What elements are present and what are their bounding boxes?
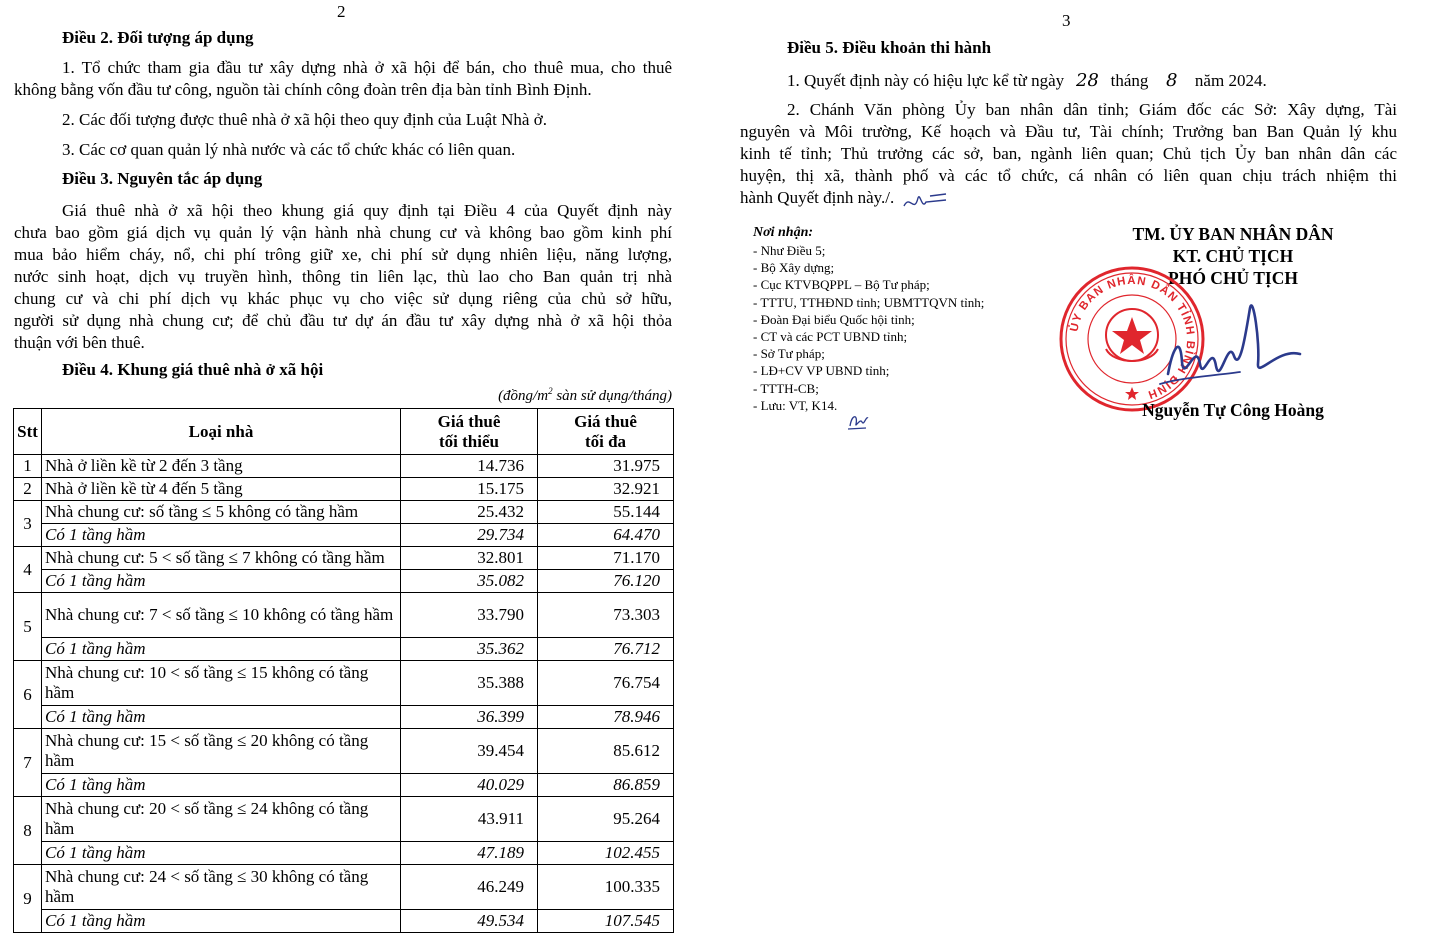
cell-max: 55.144 [538,501,674,524]
table-row [14,524,674,547]
cell-min: 35.082 [401,570,538,593]
page-number-right: 3 [1062,11,1071,30]
table-row [14,774,674,797]
cell-min: 46.249 [401,865,538,910]
article3-line: chung cư và chi phí dịch vụ khác phục vụ cho việc sử dụng riêng của chủ sở hữu, [14,289,672,308]
article3-line: Giá thuê nhà ở xã hội theo khung giá quy định tại Điều 4 của Quyết định này [62,201,672,220]
cell-min: 40.029 [401,774,538,797]
cell-stt: 5 [14,593,42,661]
article4-title: Điều 4. Khung giá thuê nhà ở xã hội [62,360,324,379]
table-row [14,638,674,661]
article2-p2: 2. Các đối tượng được thuê nhà ở xã hội theo quy định của Luật Nhà ở. [62,110,547,129]
cell-type: Nhà chung cư: 20 < số tầng ≤ 24 không có tầng hầm [42,797,401,842]
cell-min: 35.388 [401,661,538,706]
table-row [14,661,674,706]
cell-max: 78.946 [538,706,674,729]
header-stt: Stt [14,409,42,455]
article3-title: Điều 3. Nguyên tắc áp dụng [62,169,263,188]
table-row [14,501,674,524]
recipient-item: - Lưu: VT, K14. [753,397,838,413]
article3-line: chưa bao gồm giá dịch vụ quản lý vận hành nhà chung cư và không bao gồm kinh phí [14,223,672,242]
recipient-item: - TTTU, TTHĐND tỉnh; UBMTTQVN tỉnh; [753,294,985,310]
cell-max: 64.470 [538,524,674,547]
cell-min: 15.175 [401,478,538,501]
table-row [14,455,674,478]
cell-max: 73.303 [538,593,674,638]
table-row [14,729,674,774]
recipient-item: - CT và các PCT UBND tỉnh; [753,329,908,345]
cell-min: 47.189 [401,842,538,865]
cell-max: 71.170 [538,547,674,570]
cell-type: Có 1 tầng hầm [42,570,401,593]
recipient-item: - Bộ Xây dựng; [753,260,835,276]
cell-type: Nhà ở liền kề từ 4 đến 5 tầng [42,478,401,501]
table-row [14,706,674,729]
cell-min: 35.362 [401,638,538,661]
header-max: Giá thuê tối đa [538,409,674,455]
cell-max: 31.975 [538,455,674,478]
recipient-item: - Như Điều 5; [753,243,826,258]
article5-p2-line: 2. Chánh Văn phòng Ủy ban nhân dân tỉnh; Giám đốc các Sở: Xây dựng, Tài [787,100,1397,119]
article2-title: Điều 2. Đối tượng áp dụng [62,28,254,47]
recipient-item: - TTTH-CB; [753,380,819,396]
page-number-left: 2 [337,2,346,21]
rent-price-table [13,408,674,933]
cell-type: Nhà chung cư: số tầng ≤ 5 không có tầng hầm [42,501,401,524]
cell-stt: 3 [14,501,42,547]
cell-max: 100.335 [538,865,674,910]
cell-max: 86.859 [538,774,674,797]
cell-type: Có 1 tầng hầm [42,910,401,933]
article5-p1 [787,70,1267,92]
clerk-initials-icon [846,410,872,432]
cell-max: 32.921 [538,478,674,501]
cell-min: 43.911 [401,797,538,842]
article3-line: người sử dụng nhà chung cư; để chủ đầu tư dự án đầu tư xây dựng nhà ở xã hội thỏa [14,311,672,330]
cell-stt: 8 [14,797,42,865]
cell-type: Có 1 tầng hầm [42,638,401,661]
cell-min: 25.432 [401,501,538,524]
article2-p1-line1: 1. Tổ chức tham gia đầu tư xây dựng nhà ở xã hội để bán, cho thuê mua, cho thuê [62,58,672,77]
article5-p1-text: 1. Quyết định này có hiệu lực kể từ ngày [787,71,1065,90]
handwritten-day: 28 [1075,70,1099,91]
recipient-item: - Cục KTVBQPPL – Bộ Tư pháp; [753,277,930,293]
sig-line3: PHÓ CHỦ TỊCH [1168,268,1298,288]
cell-stt: 2 [14,478,42,501]
cell-type: Nhà ở liền kề từ 2 đến 3 tầng [42,455,401,478]
article3-last-line: thuận với bên thuê. [14,333,145,352]
table-row [14,547,674,570]
cell-min: 36.399 [401,706,538,729]
table-row [14,478,674,501]
cell-min: 39.454 [401,729,538,774]
cell-type: Có 1 tầng hầm [42,706,401,729]
article5-p2-line: nguyên và Môi trường, Kế hoạch và Đầu tư, Tài chính; Trưởng ban Ban Quản lý khu [740,122,1397,141]
cell-stt: 1 [14,455,42,478]
cell-stt: 7 [14,729,42,797]
cell-type: Nhà chung cư: 5 < số tầng ≤ 7 không có tầng hầm [42,547,401,570]
recipients-title: Nơi nhận: [753,225,814,240]
article3-line: nước sinh hoạt, dịch vụ truyền hình, thông tin liên lạc, thù lao cho Ban quản trị nhà [14,267,672,286]
handwritten-signature-icon [1150,292,1310,402]
handwritten-month: 8 [1165,70,1178,91]
header-type: Loại nhà [42,409,401,455]
recipients-block [753,224,1053,414]
cell-max: 85.612 [538,729,674,774]
table-row [14,910,674,933]
table-row [14,593,674,638]
table-row [14,570,674,593]
cell-min: 14.736 [401,455,538,478]
article5-p1-month-label: tháng [1110,71,1149,90]
cell-type: Nhà chung cư: 7 < số tầng ≤ 10 không có tầng hầm [42,593,401,638]
cell-stt: 9 [14,865,42,933]
cell-type: Có 1 tầng hầm [42,842,401,865]
unit-note [470,381,672,406]
sig-line1: TM. ỦY BAN NHÂN DÂN [1132,224,1334,244]
cell-max: 76.754 [538,661,674,706]
table-row [14,865,674,910]
sig-line2: KT. CHỦ TỊCH [1172,246,1294,266]
header-min: Giá thuê tối thiểu [401,409,538,455]
unit-prefix: (đồng/m [498,388,549,404]
table-row [14,797,674,842]
initials-mark-icon [900,188,950,216]
cell-max: 76.712 [538,638,674,661]
table-row [14,842,674,865]
svg-text:ỦY BAN NHÂN DÂN TỈNH BÌNH ĐỊNH: ỦY BAN NHÂN DÂN TỈNH BÌNH ĐỊNH [1068,274,1197,401]
cell-type: Nhà chung cư: 10 < số tầng ≤ 15 không có tầng hầm [42,661,401,706]
unit-sup: 2 [548,386,553,396]
cell-min: 33.790 [401,593,538,638]
cell-type: Có 1 tầng hầm [42,774,401,797]
article5-p2-line: huyện, thị xã, thành phố và các tổ chức, cá nhân có liên quan chịu trách nhiệm thi [740,166,1397,185]
recipient-item: - LĐ+CV VP UBND tỉnh; [753,363,890,379]
cell-min: 32.801 [401,547,538,570]
article5-p2-last: hành Quyết định này./. [740,188,895,207]
cell-max: 102.455 [538,842,674,865]
signer-name: Nguyễn Tự Công Hoàng [1142,400,1324,420]
cell-type: Nhà chung cư: 24 < số tầng ≤ 30 không có tầng hầm [42,865,401,910]
cell-min: 49.534 [401,910,538,933]
recipient-item: - Đoàn Đại biểu Quốc hội tỉnh; [753,311,915,327]
cell-max: 95.264 [538,797,674,842]
cell-min: 29.734 [401,524,538,547]
article5-p2-line: kinh tế tỉnh; Thủ trưởng các sở, ban, ngành liên quan; Chủ tịch Ủy ban nhân dân các [740,144,1397,163]
article5-title: Điều 5. Điều khoản thi hành [787,38,992,57]
article3-line: mua bảo hiểm cháy, nổ, chi phí trông giữ xe, chi phí sử dụng nhiên liệu, năng lượng, [14,245,672,264]
cell-max: 107.545 [538,910,674,933]
unit-suffix: sàn sử dụng/tháng) [552,388,672,404]
cell-stt: 4 [14,547,42,593]
recipient-item: - Sở Tư pháp; [753,346,825,362]
article5-p1-year: năm 2024. [1194,71,1267,90]
article2-p3: 3. Các cơ quan quản lý nhà nước và các tổ chức khác có liên quan. [62,140,516,159]
cell-type: Có 1 tầng hầm [42,524,401,547]
cell-stt: 6 [14,661,42,729]
article2-p1-line2: không bằng vốn đầu tư công, nguồn tài chính công đoàn trên địa bàn tỉnh Bình Định. [14,80,592,99]
cell-type: Nhà chung cư: 15 < số tầng ≤ 20 không có tầng hầm [42,729,401,774]
cell-max: 76.120 [538,570,674,593]
